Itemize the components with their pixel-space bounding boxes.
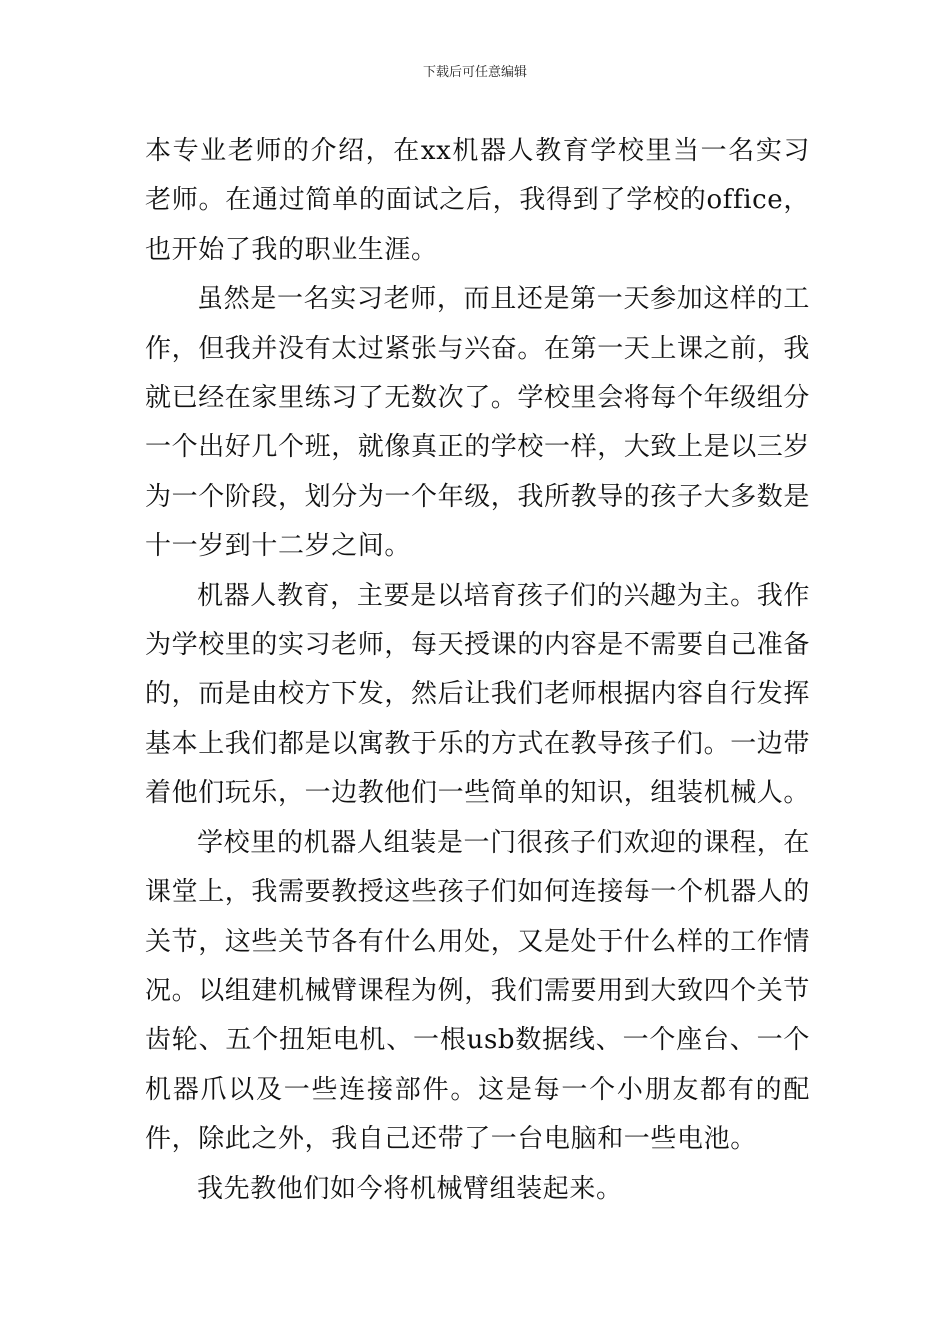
paragraph: 虽然是一名实习老师，而且还是第一天参加这样的工作，但我并没有太过紧张与兴奋。在第一天上课之前，我就已经在家里练习了无数次了。学校里会将每个年级组分一个出好几个班，就像真正的学校一样，大致上是以三岁为一个阶段，划分为一个年级，我所教导的孩子大多数是十一岁到十二岁之间。 xyxy=(145,284,811,562)
paragraph: 学校里的机器人组装是一门很孩子们欢迎的课程，在课堂上，我需要教授这些孩子们如何连接每一个机器人的关节，这些关节各有什么用处，又是处于什么样的工作情况。以组建机械臂课程为例，我们需要用到大致四个关节齿轮、五个扭矩电机、一根usb数据线、一个座台、一个机器爪以及一些连接部件。这是每一个小朋友都有的配件，除此之外，我自己还带了一台电脑和一些电池。 xyxy=(145,827,811,1155)
paragraph: 机器人教育，主要是以培育孩子们的兴趣为主。我作为学校里的实习老师，每天授课的内容是不需要自己准备的，而是由校方下发，然后让我们老师根据内容自行发挥基本上我们都是以寓教于乐的方式在教导孩子们。一边带着他们玩乐，一边教他们一些简单的知识，组装机械人。 xyxy=(145,580,811,809)
document-body xyxy=(145,127,810,1214)
paragraph: 我先教他们如今将机械臂组装起来。 xyxy=(197,1173,623,1204)
page-header: 下载后可任意编辑 xyxy=(422,65,527,80)
paragraph: 本专业老师的介绍，在xx机器人教育学校里当一名实习老师。在通过简单的面试之后，我得到了学校的office，也开始了我的职业生涯。 xyxy=(145,136,810,265)
